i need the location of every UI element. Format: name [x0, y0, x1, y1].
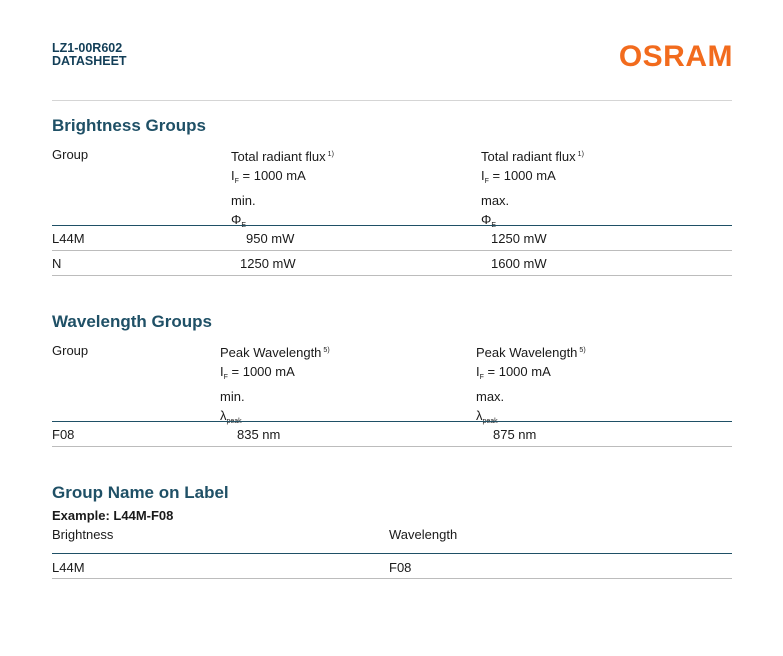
- wavelength-col-min-header: [220, 341, 330, 431]
- col-name: Peak Wavelength: [220, 345, 322, 360]
- footnote-ref: 5): [323, 347, 330, 354]
- table-row-min: 950 mW: [246, 231, 295, 246]
- symbol-subscript: E: [491, 222, 497, 229]
- wavelength-col-group: Group: [52, 343, 89, 358]
- current-symbol: I: [220, 364, 224, 379]
- label-col-brightness: Brightness: [52, 527, 114, 542]
- wavelength-groups-heading: Wavelength Groups: [52, 312, 212, 331]
- osram-logo: OSRAM: [618, 40, 733, 73]
- brightness-header-rule: [52, 225, 732, 226]
- symbol: Φ: [231, 212, 242, 227]
- col-name: Total radiant flux: [231, 149, 326, 164]
- current-symbol: I: [476, 364, 480, 379]
- table-row-max: 875 nm: [493, 427, 537, 442]
- table-row-min: 1250 mW: [240, 256, 296, 271]
- brightness-col-min-header: [231, 145, 334, 235]
- footnote-ref: 1): [327, 151, 334, 158]
- footnote-ref: 1): [577, 151, 584, 158]
- document-id: [52, 42, 127, 68]
- wavelength-col-max-header: [476, 341, 586, 431]
- doc-type: DATASHEET: [52, 54, 127, 68]
- brightness-col-max-header: [481, 145, 584, 235]
- table-row-group: N: [52, 256, 62, 271]
- table-row-max: 1600 mW: [491, 256, 547, 271]
- table-row-max: 1250 mW: [491, 231, 547, 246]
- group-name-on-label-heading: Group Name on Label: [52, 483, 229, 502]
- footnote-ref: 5): [579, 347, 586, 354]
- current-subscript: F: [484, 178, 489, 185]
- row-divider: [52, 250, 732, 251]
- current-subscript: F: [223, 374, 228, 381]
- current-value: = 1000 mA: [488, 168, 556, 183]
- wavelength-header-rule: [52, 421, 732, 422]
- symbol: Φ: [481, 212, 492, 227]
- symbol: λ: [476, 408, 483, 423]
- brightness-groups-heading: Brightness Groups: [52, 116, 206, 135]
- symbol-subscript: peak: [226, 418, 242, 425]
- label-col-wavelength: Wavelength: [389, 527, 458, 542]
- current-subscript: F: [234, 178, 239, 185]
- current-subscript: F: [479, 374, 484, 381]
- label-example: Example: L44M-F08: [52, 508, 174, 523]
- row-divider: [52, 446, 732, 447]
- bound-label: min.: [220, 389, 245, 404]
- current-value: = 1000 mA: [483, 364, 551, 379]
- current-value: = 1000 mA: [227, 364, 295, 379]
- part-number: LZ1-00R602: [52, 41, 123, 55]
- table-row-wavelength: F08: [389, 560, 412, 575]
- symbol-subscript: E: [241, 222, 247, 229]
- current-symbol: I: [231, 168, 235, 183]
- col-name: Peak Wavelength: [476, 345, 578, 360]
- current-symbol: I: [481, 168, 485, 183]
- header-divider: [52, 100, 732, 101]
- table-row-group: L44M: [52, 231, 85, 246]
- symbol-subscript: peak: [482, 418, 498, 425]
- table-row-min: 835 nm: [237, 427, 281, 442]
- table-row-group: F08: [52, 427, 75, 442]
- bound-label: max.: [476, 389, 505, 404]
- table-row-brightness: L44M: [52, 560, 85, 575]
- brightness-col-group: Group: [52, 147, 89, 162]
- row-divider: [52, 578, 732, 579]
- current-value: = 1000 mA: [238, 168, 306, 183]
- bound-label: min.: [231, 193, 256, 208]
- label-header-rule: [52, 553, 732, 554]
- symbol: λ: [220, 408, 227, 423]
- row-divider: [52, 275, 732, 276]
- col-name: Total radiant flux: [481, 149, 576, 164]
- bound-label: max.: [481, 193, 510, 208]
